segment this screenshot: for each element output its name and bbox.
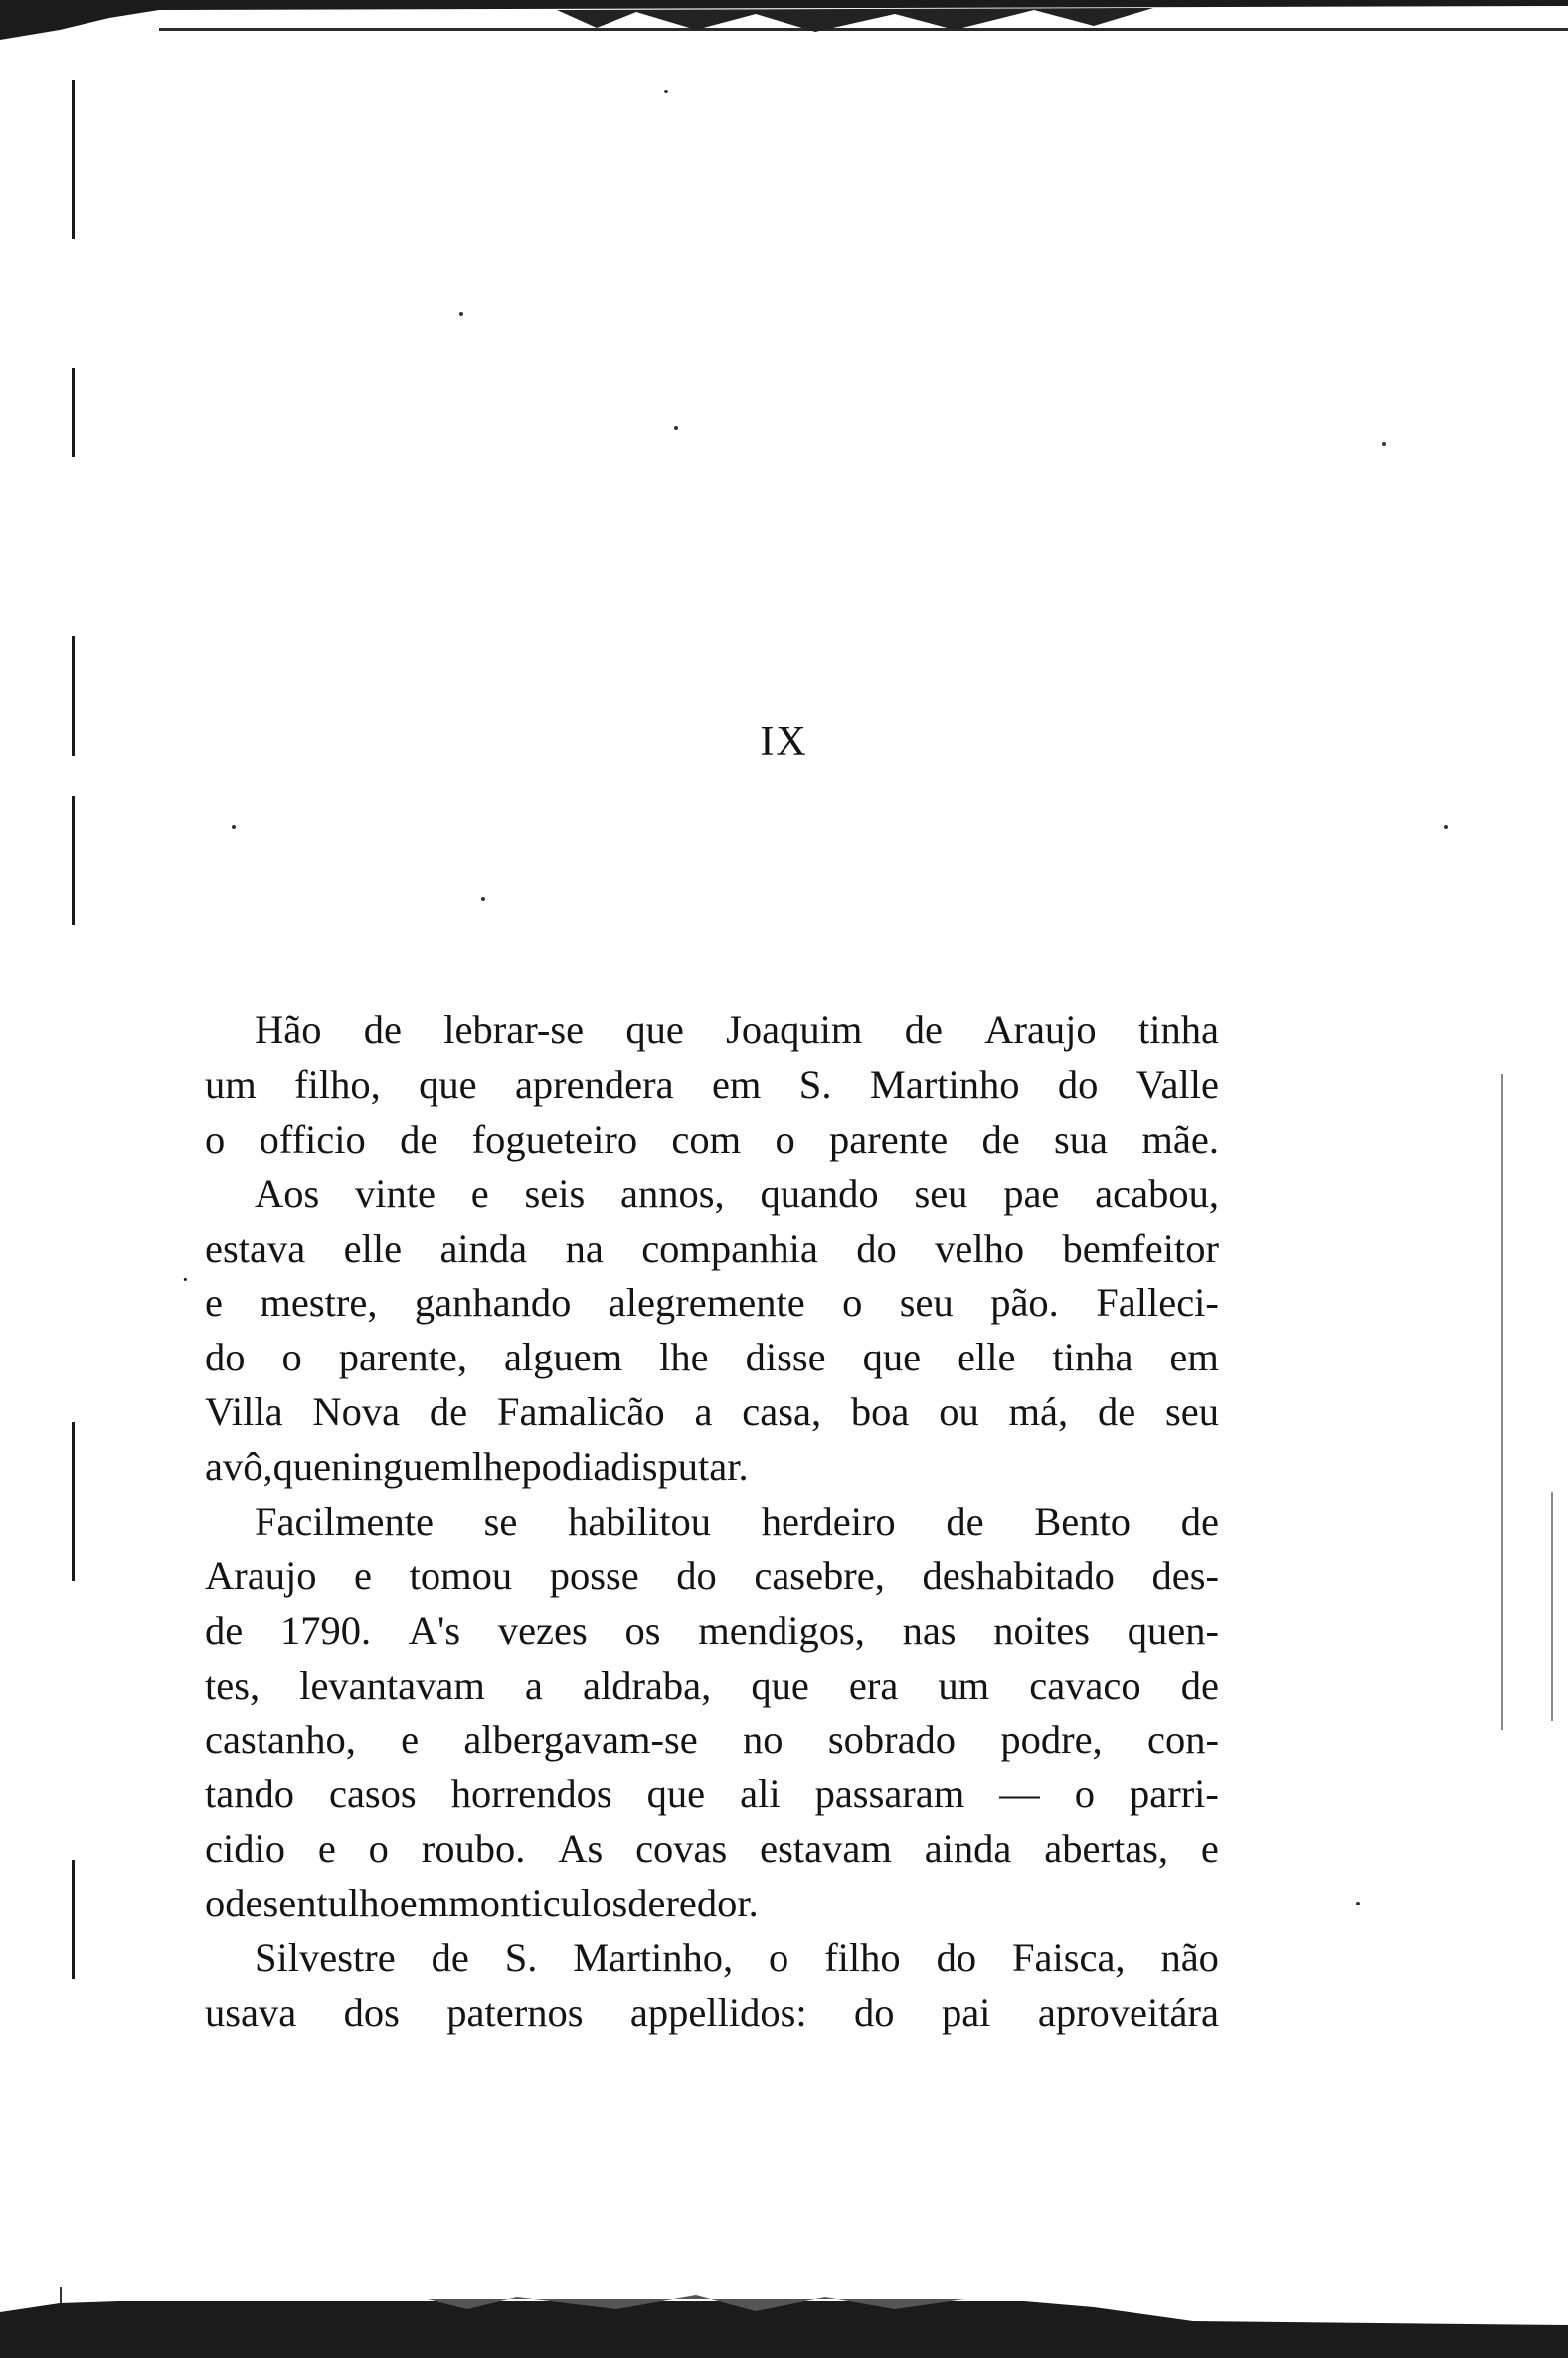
word: que bbox=[751, 1662, 809, 1708]
word: o bbox=[775, 1116, 795, 1162]
word: Falleci- bbox=[1096, 1280, 1219, 1326]
word: vinte bbox=[355, 1171, 436, 1216]
word: seu bbox=[1164, 1389, 1219, 1435]
scan-speck bbox=[481, 897, 485, 901]
text-line bbox=[205, 1276, 1219, 1331]
word: seu bbox=[899, 1280, 954, 1326]
word: alegremente bbox=[608, 1280, 805, 1326]
text-line bbox=[205, 1495, 1219, 1549]
text-line bbox=[205, 1331, 1219, 1385]
word: de bbox=[946, 1499, 984, 1544]
word: Joaquim bbox=[726, 1007, 863, 1052]
word: casa, bbox=[742, 1389, 822, 1435]
text-line bbox=[205, 1604, 1219, 1659]
word: ou bbox=[939, 1389, 979, 1435]
word: no bbox=[743, 1717, 784, 1762]
word: Hão bbox=[255, 1007, 322, 1052]
word: de bbox=[429, 1389, 468, 1435]
word: sobrado bbox=[827, 1717, 957, 1762]
word: Martinho, bbox=[573, 1935, 734, 1981]
scan-speck bbox=[674, 426, 678, 430]
word: e bbox=[401, 1717, 420, 1762]
text-line bbox=[205, 1003, 1219, 1058]
word: Bento bbox=[1034, 1499, 1132, 1544]
text-line bbox=[205, 1822, 1219, 1877]
word: tinha bbox=[1052, 1335, 1133, 1380]
word: não bbox=[1160, 1935, 1219, 1981]
word: abertas, bbox=[1044, 1826, 1169, 1872]
word: Nova bbox=[312, 1389, 401, 1435]
word: com bbox=[671, 1116, 742, 1162]
word: velho bbox=[935, 1225, 1025, 1271]
word: annos, bbox=[620, 1171, 725, 1216]
word: bemfeitor bbox=[1062, 1225, 1219, 1271]
word: casos bbox=[328, 1771, 417, 1817]
word: desentulho bbox=[225, 1881, 400, 1926]
word: Facilmente bbox=[255, 1499, 434, 1544]
word: o bbox=[842, 1280, 863, 1326]
word: Aos bbox=[255, 1171, 320, 1216]
word: appellidos: bbox=[629, 1990, 807, 2036]
word: pai bbox=[941, 1990, 991, 2036]
word: de bbox=[627, 1881, 666, 1926]
word: um bbox=[205, 1061, 257, 1107]
word: era bbox=[848, 1662, 899, 1708]
word: e bbox=[317, 1826, 336, 1872]
word: filho, bbox=[294, 1061, 381, 1107]
text-line bbox=[205, 1767, 1219, 1822]
word: filho bbox=[824, 1935, 901, 1981]
text-line bbox=[205, 1877, 1219, 1931]
word: dos bbox=[343, 1990, 400, 2036]
word: podia bbox=[521, 1444, 611, 1490]
word: de bbox=[1180, 1499, 1219, 1544]
word: roubo. bbox=[421, 1826, 526, 1872]
word: do bbox=[854, 1990, 895, 2036]
word: elle bbox=[958, 1335, 1016, 1380]
word: tinha bbox=[1137, 1007, 1219, 1052]
word: Valle bbox=[1135, 1061, 1219, 1107]
word: o bbox=[205, 1116, 226, 1162]
word: ainda bbox=[924, 1826, 1012, 1872]
word: tomou bbox=[409, 1552, 513, 1598]
scan-speck bbox=[232, 825, 236, 829]
word: que bbox=[419, 1061, 477, 1107]
word: na bbox=[565, 1225, 604, 1271]
word: a bbox=[694, 1389, 713, 1435]
text-line bbox=[205, 1385, 1219, 1440]
word: posse bbox=[549, 1552, 639, 1598]
word: Martinho bbox=[869, 1061, 1020, 1107]
text-line bbox=[205, 1549, 1219, 1604]
word: tando bbox=[205, 1771, 294, 1817]
word: avô, bbox=[205, 1444, 273, 1490]
word: redor. bbox=[665, 1881, 759, 1926]
word: que bbox=[646, 1771, 706, 1817]
right-margin-rule bbox=[1551, 1492, 1553, 1721]
word: seis bbox=[524, 1171, 586, 1216]
word: e bbox=[205, 1280, 223, 1326]
text-line bbox=[205, 1440, 1219, 1495]
word: nas bbox=[902, 1607, 957, 1653]
word: de bbox=[981, 1116, 1020, 1162]
word: lhe bbox=[659, 1335, 709, 1380]
word: e bbox=[354, 1552, 373, 1598]
word: do bbox=[936, 1935, 977, 1981]
scan-bottom-edge bbox=[0, 2287, 1568, 2358]
word: horrendos bbox=[450, 1771, 612, 1817]
margin-mark: · bbox=[181, 1265, 190, 1294]
word: de bbox=[205, 1607, 244, 1653]
word: officio bbox=[259, 1116, 366, 1162]
text-line bbox=[205, 1168, 1219, 1222]
word: um bbox=[938, 1662, 990, 1708]
word: des- bbox=[1151, 1552, 1219, 1598]
chapter-heading: IX bbox=[760, 719, 808, 765]
scan-speck bbox=[664, 90, 668, 93]
word: que bbox=[862, 1335, 922, 1380]
word: do bbox=[1057, 1061, 1099, 1107]
word: e bbox=[470, 1171, 489, 1216]
word: o bbox=[281, 1335, 302, 1380]
word: má, bbox=[1008, 1389, 1069, 1435]
word: covas bbox=[635, 1826, 728, 1872]
word: Famalicão bbox=[496, 1389, 665, 1435]
word: o bbox=[368, 1826, 389, 1872]
word: o bbox=[205, 1881, 226, 1926]
word: lebrar-se bbox=[443, 1007, 585, 1052]
scan-speck bbox=[1382, 442, 1386, 446]
word: alguem bbox=[503, 1335, 623, 1380]
word: estavam bbox=[760, 1826, 892, 1872]
word: disputar. bbox=[610, 1444, 749, 1490]
word: que bbox=[272, 1444, 332, 1490]
word: herdeiro bbox=[761, 1499, 896, 1544]
text-line bbox=[205, 1714, 1219, 1768]
word: sua bbox=[1054, 1116, 1109, 1162]
word: do bbox=[676, 1552, 717, 1598]
word: casebre, bbox=[754, 1552, 885, 1598]
word: Araujo bbox=[984, 1007, 1097, 1052]
text-line bbox=[205, 1222, 1219, 1277]
word: parri- bbox=[1129, 1771, 1219, 1817]
word: a bbox=[524, 1662, 543, 1708]
word: do bbox=[205, 1335, 246, 1380]
word: vezes bbox=[497, 1607, 588, 1653]
scan-speck bbox=[1356, 1902, 1360, 1905]
word: paternos bbox=[446, 1990, 584, 2036]
word: Faisca, bbox=[1011, 1935, 1126, 1981]
word: estava bbox=[205, 1225, 306, 1271]
word: companhia bbox=[641, 1225, 818, 1271]
word: Araujo bbox=[205, 1552, 317, 1598]
word: tes, bbox=[205, 1662, 261, 1708]
word: ninguem bbox=[331, 1444, 472, 1490]
word: mãe. bbox=[1141, 1116, 1219, 1162]
text-line bbox=[205, 1659, 1219, 1714]
scan-speck bbox=[459, 312, 463, 316]
word: que bbox=[625, 1007, 684, 1052]
right-margin-rule bbox=[1501, 1074, 1503, 1730]
word: ainda bbox=[439, 1225, 528, 1271]
word: monticulos bbox=[448, 1881, 628, 1926]
left-margin-rule bbox=[72, 368, 75, 457]
word: quen- bbox=[1127, 1607, 1219, 1653]
word: mendigos, bbox=[698, 1607, 865, 1653]
word: de bbox=[431, 1935, 469, 1981]
word: de bbox=[400, 1116, 438, 1162]
word: boa bbox=[850, 1389, 910, 1435]
left-margin-rule bbox=[72, 796, 75, 925]
word: — bbox=[999, 1771, 1040, 1817]
word: podre, bbox=[1000, 1717, 1103, 1762]
word: levantavam bbox=[299, 1662, 485, 1708]
word: ali bbox=[740, 1771, 781, 1817]
word: os bbox=[624, 1607, 661, 1653]
left-margin-rule bbox=[72, 1422, 75, 1581]
word: se bbox=[483, 1499, 518, 1544]
word: mestre, bbox=[260, 1280, 378, 1326]
word: passaram bbox=[814, 1771, 965, 1817]
text-line bbox=[205, 1058, 1219, 1113]
word: Villa bbox=[205, 1389, 283, 1435]
word: aproveitára bbox=[1037, 1990, 1219, 2036]
word: As bbox=[558, 1826, 604, 1872]
word: elle bbox=[343, 1225, 403, 1271]
word: ganhando bbox=[414, 1280, 572, 1326]
word: do bbox=[856, 1225, 897, 1271]
word: pae bbox=[1003, 1171, 1060, 1216]
left-margin-rule bbox=[72, 80, 75, 239]
scan-speck bbox=[1444, 825, 1448, 829]
word: de bbox=[1180, 1662, 1219, 1708]
word: pão. bbox=[990, 1280, 1059, 1326]
word: o bbox=[769, 1935, 789, 1981]
word: disse bbox=[745, 1335, 826, 1380]
word: A's bbox=[408, 1607, 461, 1653]
text-line bbox=[205, 1931, 1219, 1986]
word: castanho, bbox=[205, 1717, 356, 1762]
word: quando bbox=[760, 1171, 879, 1216]
scan-top-edge bbox=[0, 0, 1568, 46]
word: habilitou bbox=[568, 1499, 712, 1544]
word: e bbox=[1200, 1826, 1219, 1872]
left-margin-rule bbox=[72, 1860, 75, 1979]
word: deshabitado bbox=[922, 1552, 1115, 1598]
word: cavaco bbox=[1029, 1662, 1141, 1708]
body-text bbox=[205, 1003, 1219, 2041]
word: de bbox=[904, 1007, 943, 1052]
word: usava bbox=[205, 1990, 297, 2036]
word: seu bbox=[914, 1171, 968, 1216]
text-line bbox=[205, 1986, 1219, 2041]
word: S. bbox=[504, 1935, 538, 1981]
word: em bbox=[1169, 1335, 1219, 1380]
word: de bbox=[1097, 1389, 1136, 1435]
word: parente bbox=[829, 1116, 949, 1162]
word: con- bbox=[1146, 1717, 1219, 1762]
word: fogueteiro bbox=[471, 1116, 638, 1162]
word: albergavam-se bbox=[463, 1717, 698, 1762]
text-line bbox=[205, 1113, 1219, 1168]
word: noites bbox=[993, 1607, 1091, 1653]
word: acabou, bbox=[1095, 1171, 1219, 1216]
word: 1790. bbox=[279, 1607, 372, 1653]
word: em bbox=[711, 1061, 762, 1107]
word: cidio bbox=[205, 1826, 285, 1872]
word: S. bbox=[798, 1061, 832, 1107]
word: de bbox=[363, 1007, 402, 1052]
word: aprendera bbox=[514, 1061, 674, 1107]
word: Silvestre bbox=[255, 1935, 396, 1981]
word: o bbox=[1074, 1771, 1095, 1817]
word: lhe bbox=[471, 1444, 522, 1490]
word: parente, bbox=[338, 1335, 467, 1380]
word: em bbox=[399, 1881, 449, 1926]
word: aldraba, bbox=[582, 1662, 712, 1708]
